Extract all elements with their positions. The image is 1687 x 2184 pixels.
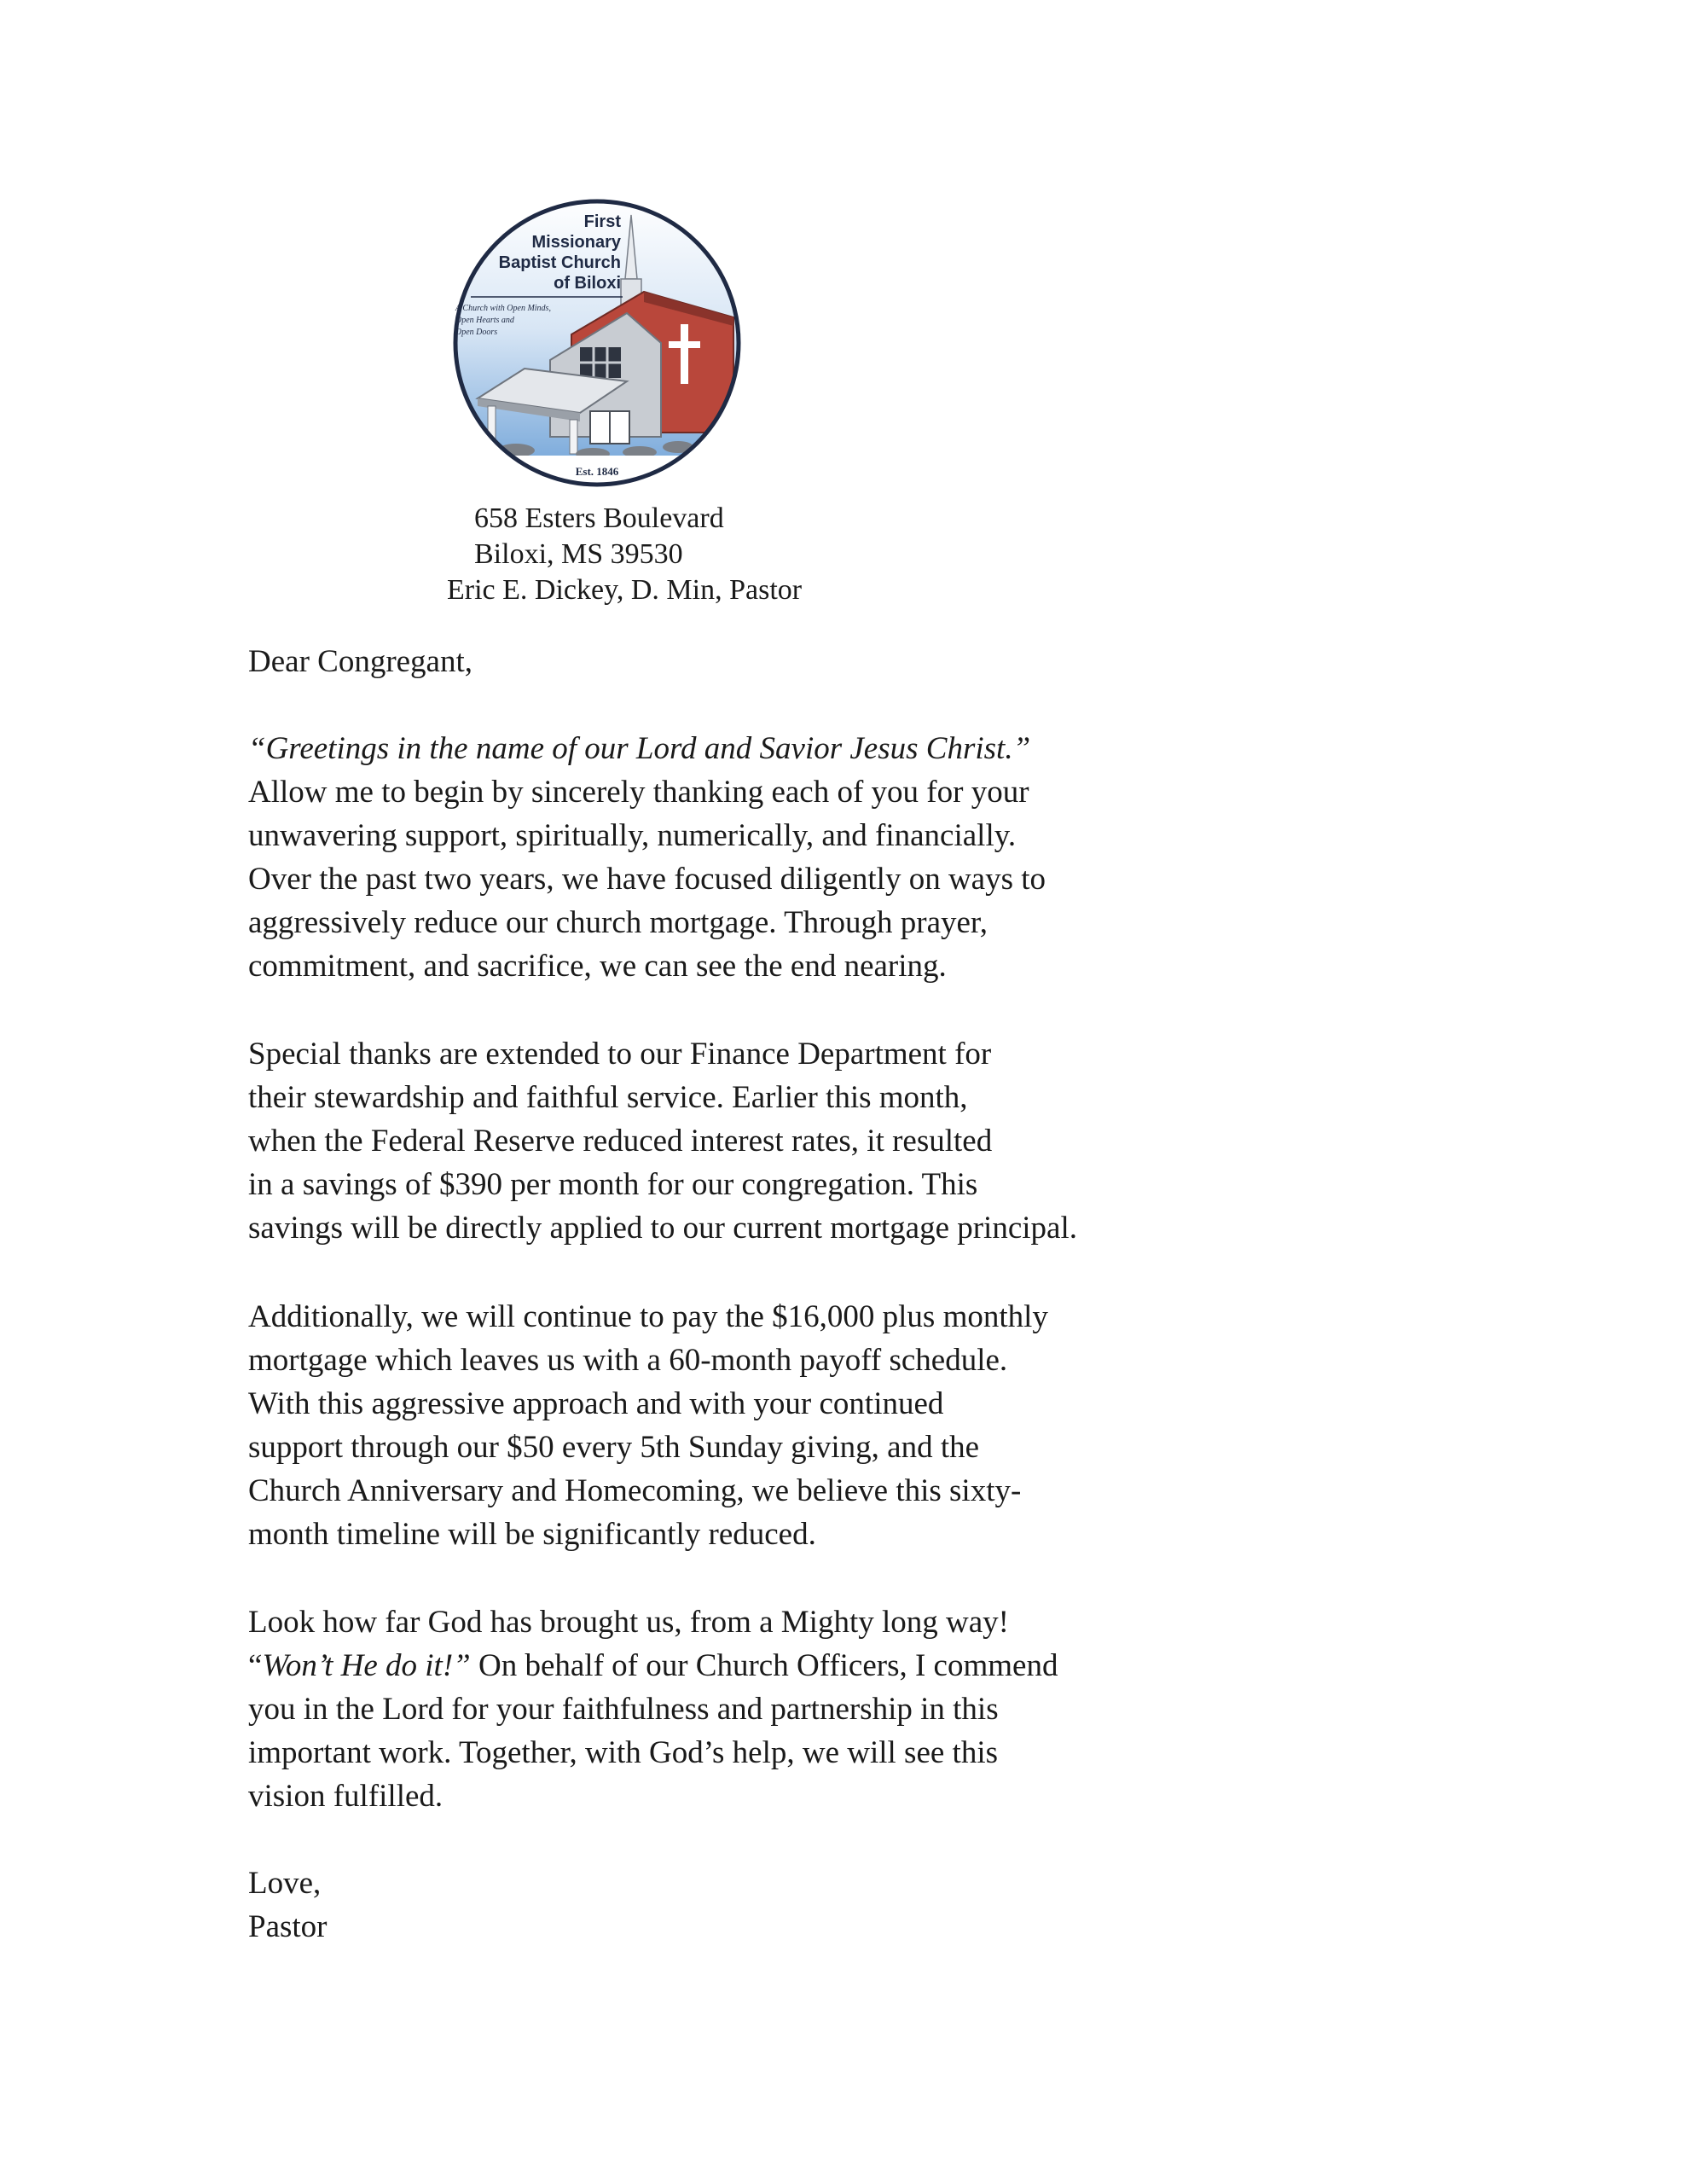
logo-tagline-line-2: Open Hearts and: [455, 316, 514, 325]
logo-established: Est. 1846: [575, 465, 619, 478]
logo-name-line-3: Baptist Church: [498, 253, 621, 272]
street-address: 658 Esters Boulevard: [474, 502, 724, 534]
logo-name-line-4: of Biloxi: [554, 274, 621, 293]
paragraph-3: [248, 1295, 1048, 1556]
body-line: Over the past two years, we have focused diligently on ways to: [248, 862, 1046, 897]
logo-name-line-1: First: [583, 212, 621, 231]
body-line: in a savings of $390 per month for our congregation. This: [248, 1167, 978, 1202]
logo-tagline-line-3: Open Doors: [455, 328, 498, 337]
church-logo: [443, 198, 751, 488]
body-line: Additionally, we will continue to pay the $16,000 plus monthly: [248, 1299, 1048, 1334]
body-line: important work. Together, with God’s help, we will see this: [248, 1735, 999, 1770]
signature: Pastor: [248, 1909, 328, 1944]
paragraph-1: [248, 727, 1046, 988]
logo-tagline-line-1: A Church with Open Minds,: [455, 304, 551, 313]
logo-name-line-2: Missionary: [531, 233, 621, 252]
closing-block: [248, 1862, 328, 1949]
body-line: support through our $50 every 5th Sunday giving, and the: [248, 1430, 980, 1465]
body-line: savings will be directly applied to our current mortgage principal.: [248, 1211, 1077, 1246]
body-line: Allow me to begin by sincerely thanking each of you for your: [248, 775, 1029, 810]
salutation: [248, 640, 472, 683]
body-line: mortgage which leaves us with a 60-month payoff schedule.: [248, 1343, 1008, 1378]
body-line: With this aggressive approach and with your continued: [248, 1386, 944, 1421]
body-line: you in the Lord for your faithfulness and partnership in this: [248, 1692, 999, 1727]
body-line: Look how far God has brought us, from a Mighty long way!: [248, 1605, 1009, 1640]
quote-rest: On behalf of our Church Officers, I commend: [470, 1648, 1058, 1683]
greeting-quote: “Greetings in the name of our Lord and Savior Jesus Christ.”: [248, 731, 1031, 766]
pastor-name: Eric E. Dickey, D. Min, Pastor: [447, 574, 803, 606]
italic-quote: Won’t He do it!”: [262, 1648, 471, 1683]
body-line: Church Anniversary and Homecoming, we believe this sixty-: [248, 1473, 1022, 1508]
paragraph-4: [248, 1600, 1058, 1818]
body-line: vision fulfilled.: [248, 1779, 443, 1814]
body-line: commitment, and sacrifice, we can see the end nearing.: [248, 949, 947, 984]
body-line: their stewardship and faithful service. Earlier this month,: [248, 1080, 968, 1115]
body-line: Special thanks are extended to our Finance Department for: [248, 1037, 992, 1072]
body-line: unwavering support, spiritually, numerically, and financially.: [248, 818, 1017, 853]
body-line: when the Federal Reserve reduced interest rates, it resulted: [248, 1124, 993, 1159]
closing: Love,: [248, 1866, 322, 1901]
body-line-with-quote: [248, 1644, 1058, 1687]
quote-open: “: [248, 1648, 263, 1683]
body-line: month timeline will be significantly reduced.: [248, 1517, 816, 1552]
salutation-text: Dear Congregant,: [248, 644, 473, 679]
city-state-zip: Biloxi, MS 39530: [474, 538, 683, 570]
paragraph-2: [248, 1032, 1077, 1250]
body-line: aggressively reduce our church mortgage. Through prayer,: [248, 905, 988, 940]
